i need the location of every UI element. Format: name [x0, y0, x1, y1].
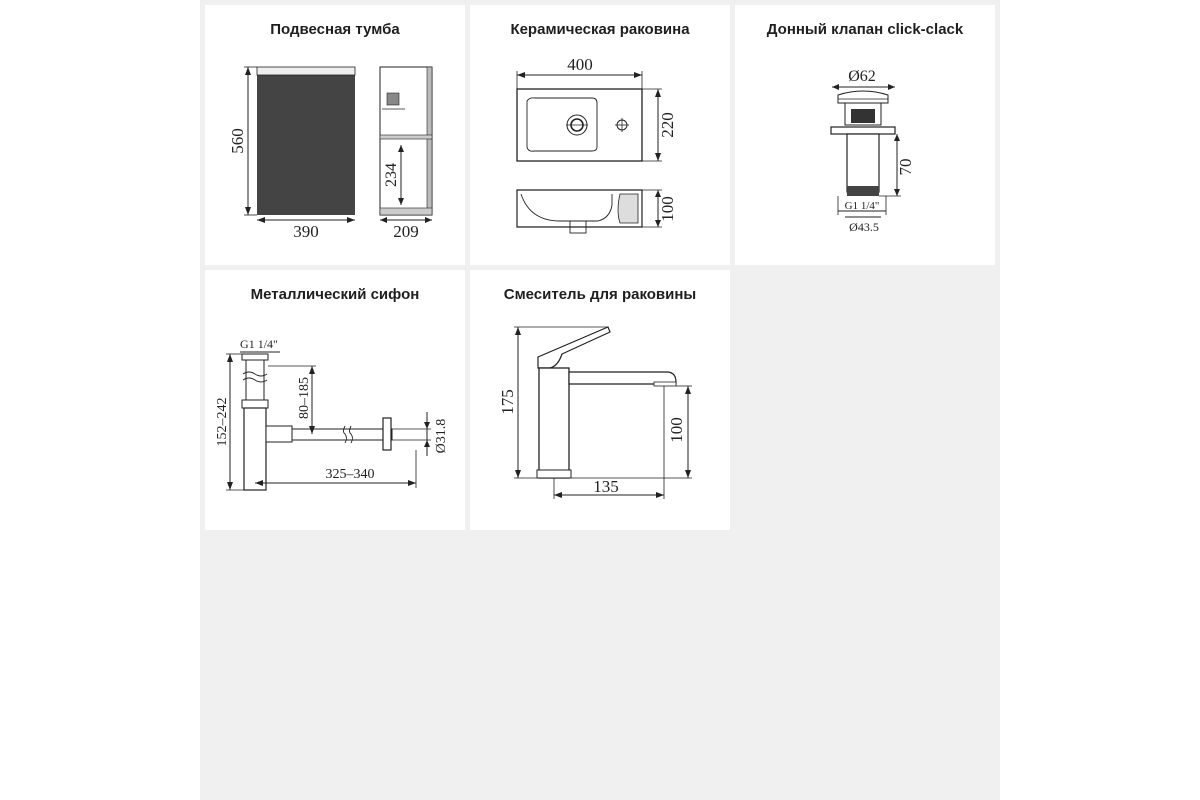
card-title: Керамическая раковина	[510, 21, 690, 38]
mixer-body	[539, 368, 569, 478]
dim-drop-range-label: 80–185	[297, 377, 312, 419]
mixer-aerator	[654, 382, 676, 386]
drain-thread	[847, 186, 879, 196]
dim-outlet-label: Ø31.8	[434, 418, 449, 454]
dim-height-label: 100	[658, 196, 677, 222]
dim-height-range-label: 152–242	[215, 397, 230, 447]
dim-arrow	[424, 422, 430, 429]
dim-arrow	[245, 207, 251, 215]
mixer-lever	[538, 327, 610, 368]
siphon-wall-flange	[383, 418, 391, 450]
dim-thread-label: G1 1/4"	[240, 337, 278, 351]
dim-bottom-label: Ø43.5	[849, 220, 879, 234]
cabinet-side	[380, 67, 432, 215]
dim-arrow	[245, 67, 251, 75]
dim-arrow	[655, 190, 661, 197]
dim-top-label: Ø62	[848, 68, 876, 85]
siphon-bottle	[244, 408, 266, 490]
siphon-outlet-nut	[266, 426, 292, 442]
dim-thread-label: G1 1/4"	[844, 200, 880, 212]
cabinet-drawing	[205, 5, 465, 265]
cabinet-bracket	[387, 93, 399, 105]
dim-arrow	[832, 84, 839, 90]
dim-arrow	[894, 134, 900, 141]
drain-body	[847, 134, 879, 192]
dim-arrow	[227, 482, 233, 490]
basin-section	[521, 194, 612, 221]
dim-arrow	[894, 189, 900, 196]
dim-arrow	[515, 470, 521, 478]
dim-arrow	[655, 153, 661, 161]
dim-arrow	[398, 198, 404, 205]
cabinet-side-panel	[427, 67, 432, 215]
card-title: Смеситель для раковины	[503, 286, 697, 303]
dim-arrow	[257, 217, 265, 223]
drain-cap	[838, 91, 888, 103]
card-click-clack-drain	[735, 5, 995, 265]
dim-arrow	[424, 440, 430, 447]
dim-spout-height-label: 100	[667, 417, 686, 443]
dim-length-label: 70	[896, 158, 915, 176]
dim-arrow	[655, 89, 661, 97]
siphon-drawing	[205, 270, 465, 530]
dim-arrow	[685, 470, 691, 478]
card-basin-mixer	[470, 270, 730, 530]
dim-arrow	[408, 480, 416, 486]
cabinet-shelf	[380, 135, 432, 139]
card-title: Металлический сифон	[250, 286, 420, 303]
card-title: Подвесная тумба	[270, 21, 400, 38]
dim-arrow	[227, 354, 233, 362]
dim-arrow	[634, 72, 642, 78]
card-title: Донный клапан click-clack	[766, 21, 964, 38]
dim-height-label: 175	[498, 389, 517, 415]
dim-height-label: 560	[228, 128, 247, 154]
dim-arrow	[554, 492, 562, 498]
dim-depth-label: 209	[393, 222, 419, 241]
dim-arrow	[517, 72, 525, 78]
drain-drawing	[735, 5, 995, 265]
dim-arrow	[347, 217, 355, 223]
siphon-outlet-pipe	[292, 429, 392, 440]
basin-section-fill	[618, 194, 638, 223]
dim-arrow	[380, 217, 387, 223]
basin-drawing	[470, 5, 730, 265]
card-metal-siphon	[205, 270, 465, 530]
mixer-base	[537, 470, 571, 478]
dim-reach-label: 135	[593, 477, 619, 496]
dim-arrow	[309, 366, 315, 374]
card-ceramic-basin	[470, 5, 730, 265]
dim-arrow	[888, 84, 895, 90]
dim-width-label: 390	[293, 222, 319, 241]
dim-arrow	[656, 492, 664, 498]
dim-depth-label: 220	[658, 112, 677, 138]
drain-stem-dark	[851, 109, 875, 123]
dim-arrow	[685, 386, 691, 394]
drain-flange	[831, 127, 895, 134]
siphon-nut-top	[242, 354, 268, 360]
dim-arrow	[515, 327, 521, 335]
dim-arrow	[425, 217, 432, 223]
siphon-nut-mid	[242, 400, 268, 408]
cabinet-top-edge	[257, 67, 355, 75]
dim-length-range-label: 325–340	[325, 467, 375, 482]
cabinet-bottom	[380, 208, 432, 215]
cabinet-front	[257, 67, 355, 215]
mixer-drawing	[470, 270, 730, 530]
spec-sheet	[200, 0, 1000, 800]
dim-width-label: 400	[567, 55, 593, 74]
dim-shelf-label: 234	[383, 163, 400, 187]
dim-arrow	[398, 145, 404, 152]
card-wall-cabinet	[205, 5, 465, 265]
